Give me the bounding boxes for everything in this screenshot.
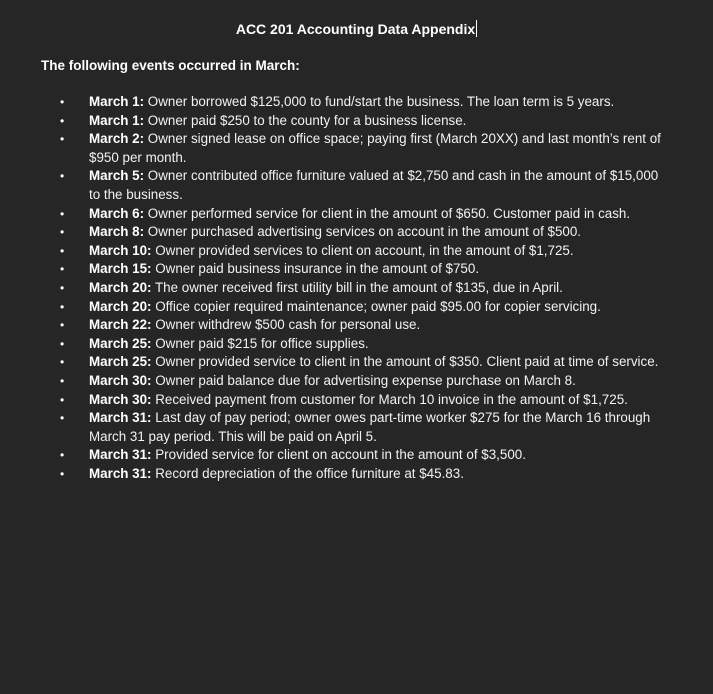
event-date: March 1: [89, 112, 145, 128]
bullet-icon: • [60, 355, 65, 370]
event-description: Owner signed lease on office space; paying first (March 20XX) and last month’s rent of $950 per month. [89, 131, 661, 165]
event-date: March 22: [89, 317, 152, 333]
bullet-icon: • [60, 225, 65, 240]
list-item [60, 335, 672, 354]
event-description: Owner paid $215 for office supplies. [151, 335, 369, 351]
bullet-icon: • [60, 262, 65, 277]
bullet-icon: • [60, 373, 65, 388]
bullet-icon: • [60, 132, 65, 147]
event-date: March 1: [89, 94, 145, 109]
event-date: March 8: [89, 224, 145, 240]
event-description: Owner provided services to client on account, in the amount of $1,725. [151, 242, 574, 258]
event-date: March 20: [89, 298, 152, 314]
event-description: Owner withdrew $500 cash for personal use. [151, 317, 421, 333]
list-item [60, 446, 672, 465]
event-date: March 25: [89, 354, 152, 370]
document-title[interactable]: ACC 201 Accounting Data Appendix [235, 21, 476, 37]
event-description: Owner performed service for client in the amount of $650. Customer paid in cash. [144, 205, 631, 221]
bullet-icon: • [60, 336, 65, 351]
bullet-icon: • [60, 113, 65, 128]
bullet-icon: • [60, 448, 65, 463]
event-description: Owner provided service to client in the amount of $350. Client paid at time of service. [151, 354, 659, 370]
list-item [60, 167, 672, 204]
bullet-icon: • [60, 243, 65, 258]
list-item [60, 353, 672, 372]
list-item [60, 223, 672, 242]
list-item [60, 112, 672, 131]
event-description: Owner paid balance due for advertising expense purchase on March 8. [151, 372, 576, 388]
list-item [60, 372, 672, 391]
bullet-icon: • [60, 318, 65, 333]
list-item [60, 298, 672, 317]
bullet-icon: • [60, 392, 65, 407]
event-date: March 31: [89, 465, 152, 481]
bullet-icon: • [60, 466, 65, 481]
event-date: March 25: [89, 335, 152, 351]
list-item [60, 260, 672, 279]
bullet-icon: • [60, 299, 65, 314]
list-item [60, 409, 672, 446]
event-description: Provided service for client on account in the amount of $3,500. [151, 447, 526, 463]
list-item [60, 205, 672, 224]
event-date: March 15: [89, 261, 152, 277]
list-item [60, 130, 672, 167]
event-description: Last day of pay period; owner owes part-time worker $275 for the March 16 through March 31 pay period. This will be paid on April 5. [89, 410, 651, 444]
event-description: Owner contributed office furniture valued at $2,750 and cash in the amount of $15,000 to the business. [89, 168, 659, 202]
list-item [60, 391, 672, 410]
text-cursor [476, 20, 477, 37]
list-item [60, 279, 672, 298]
event-date: March 30: [89, 372, 152, 388]
list-item [60, 465, 672, 484]
event-date: March 30: [89, 391, 152, 407]
events-list [60, 93, 672, 483]
bullet-icon: • [60, 206, 65, 221]
event-date: March 2: [89, 131, 145, 147]
event-description: Received payment from customer for March 10 invoice in the amount of $1,725. [151, 391, 628, 407]
event-date: March 5: [89, 168, 145, 184]
event-date: March 20: [89, 279, 152, 295]
event-description: Record depreciation of the office furniture at $45.83. [151, 465, 464, 481]
event-description: Owner paid $250 to the county for a business license. [144, 112, 467, 128]
list-item [60, 93, 672, 112]
event-description: Owner purchased advertising services on account in the amount of $500. [144, 224, 582, 240]
bullet-icon: • [60, 280, 65, 295]
list-item [60, 316, 672, 335]
event-date: March 31: [89, 410, 152, 426]
event-description: Office copier required maintenance; owner paid $95.00 for copier servicing. [151, 298, 601, 314]
event-date: March 10: [89, 242, 152, 258]
intro-heading: The following events occurred in March: [41, 58, 300, 73]
event-description: The owner received first utility bill in the amount of $135, due in April. [151, 279, 563, 295]
bullet-icon: • [60, 169, 65, 184]
list-item [60, 242, 672, 261]
event-description: Owner paid business insurance in the amount of $750. [151, 261, 480, 277]
event-date: March 6: [89, 205, 145, 221]
bullet-icon: • [60, 95, 65, 109]
bullet-icon: • [60, 411, 65, 426]
event-description: Owner borrowed $125,000 to fund/start the business. The loan term is 5 years. [144, 94, 615, 109]
title-line [0, 20, 713, 39]
event-date: March 31: [89, 447, 152, 463]
